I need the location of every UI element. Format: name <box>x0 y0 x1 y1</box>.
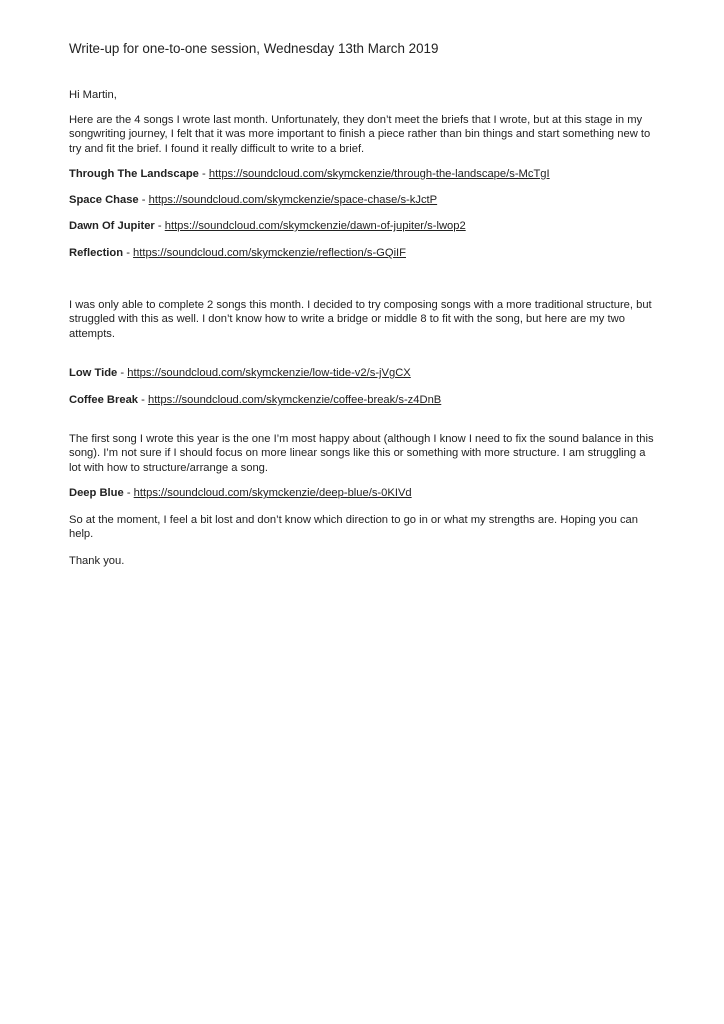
song-link[interactable]: https://soundcloud.com/skymckenzie/space-chase/s-kJctP <box>148 194 438 206</box>
song-entry <box>69 167 550 181</box>
song-entry <box>69 193 437 207</box>
song-link[interactable]: https://soundcloud.com/skymckenzie/deep-blue/s-0KIVd <box>133 487 412 499</box>
song-link[interactable]: https://soundcloud.com/skymckenzie/coffee-break/s-z4DnB <box>147 394 442 406</box>
song-entry <box>69 246 406 260</box>
intro-paragraph: Here are the 4 songs I wrote last month. Unfortunately, they don’t meet the briefs that I wrote, but at this stage in my songwriting journey, I felt that it was more important to finish a piece rather than bin things and start something new to try and fit the brief. I found it really difficult to write to a brief. <box>69 114 651 155</box>
song-entry <box>69 219 466 233</box>
separator: - <box>198 168 209 180</box>
song-entry <box>69 486 412 500</box>
song-entry <box>69 366 411 380</box>
separator: - <box>138 394 148 406</box>
second-paragraph: I was only able to complete 2 songs this month. I decided to try composing songs with a more traditional structure, but struggled with this as well. I don’t know how to write a bridge or middle 8 to fit with the song, but here are my two attempts. <box>69 299 652 340</box>
song-title: Low Tide <box>69 367 118 379</box>
song-title: Space Chase <box>69 194 139 206</box>
song-entry <box>69 393 441 407</box>
song-title: Reflection <box>69 247 124 259</box>
song-link[interactable]: https://soundcloud.com/skymckenzie/dawn-of-jupiter/s-lwop2 <box>164 220 466 232</box>
song-title: Through The Landscape <box>69 168 199 180</box>
separator: - <box>123 487 134 499</box>
separator: - <box>154 220 165 232</box>
third-paragraph: The first song I wrote this year is the one I’m most happy about (although I know I need to fix the sound balance in this song). I’m not sure if I should focus on more linear songs like this or something with more structure. I am struggling a lot with how to structure/arrange a song. <box>69 433 654 474</box>
song-title: Coffee Break <box>69 394 139 406</box>
song-link[interactable]: https://soundcloud.com/skymckenzie/through-the-landscape/s-McTgI <box>208 168 550 180</box>
song-title: Dawn Of Jupiter <box>69 220 155 232</box>
fourth-paragraph: So at the moment, I feel a bit lost and don’t know which direction to go in or what my strengths are. Hoping you can help. <box>69 514 639 541</box>
separator: - <box>123 247 134 259</box>
song-title: Deep Blue <box>69 487 124 499</box>
separator: - <box>117 367 128 379</box>
separator: - <box>138 194 149 206</box>
closing: Thank you. <box>69 555 125 567</box>
song-link[interactable]: https://soundcloud.com/skymckenzie/low-tide-v2/s-jVgCX <box>127 367 411 379</box>
song-link[interactable]: https://soundcloud.com/skymckenzie/reflection/s-GQiIF <box>133 247 406 259</box>
document-title: Write-up for one-to-one session, Wednesday 13th March 2019 <box>69 41 439 56</box>
greeting: Hi Martin, <box>69 89 117 101</box>
